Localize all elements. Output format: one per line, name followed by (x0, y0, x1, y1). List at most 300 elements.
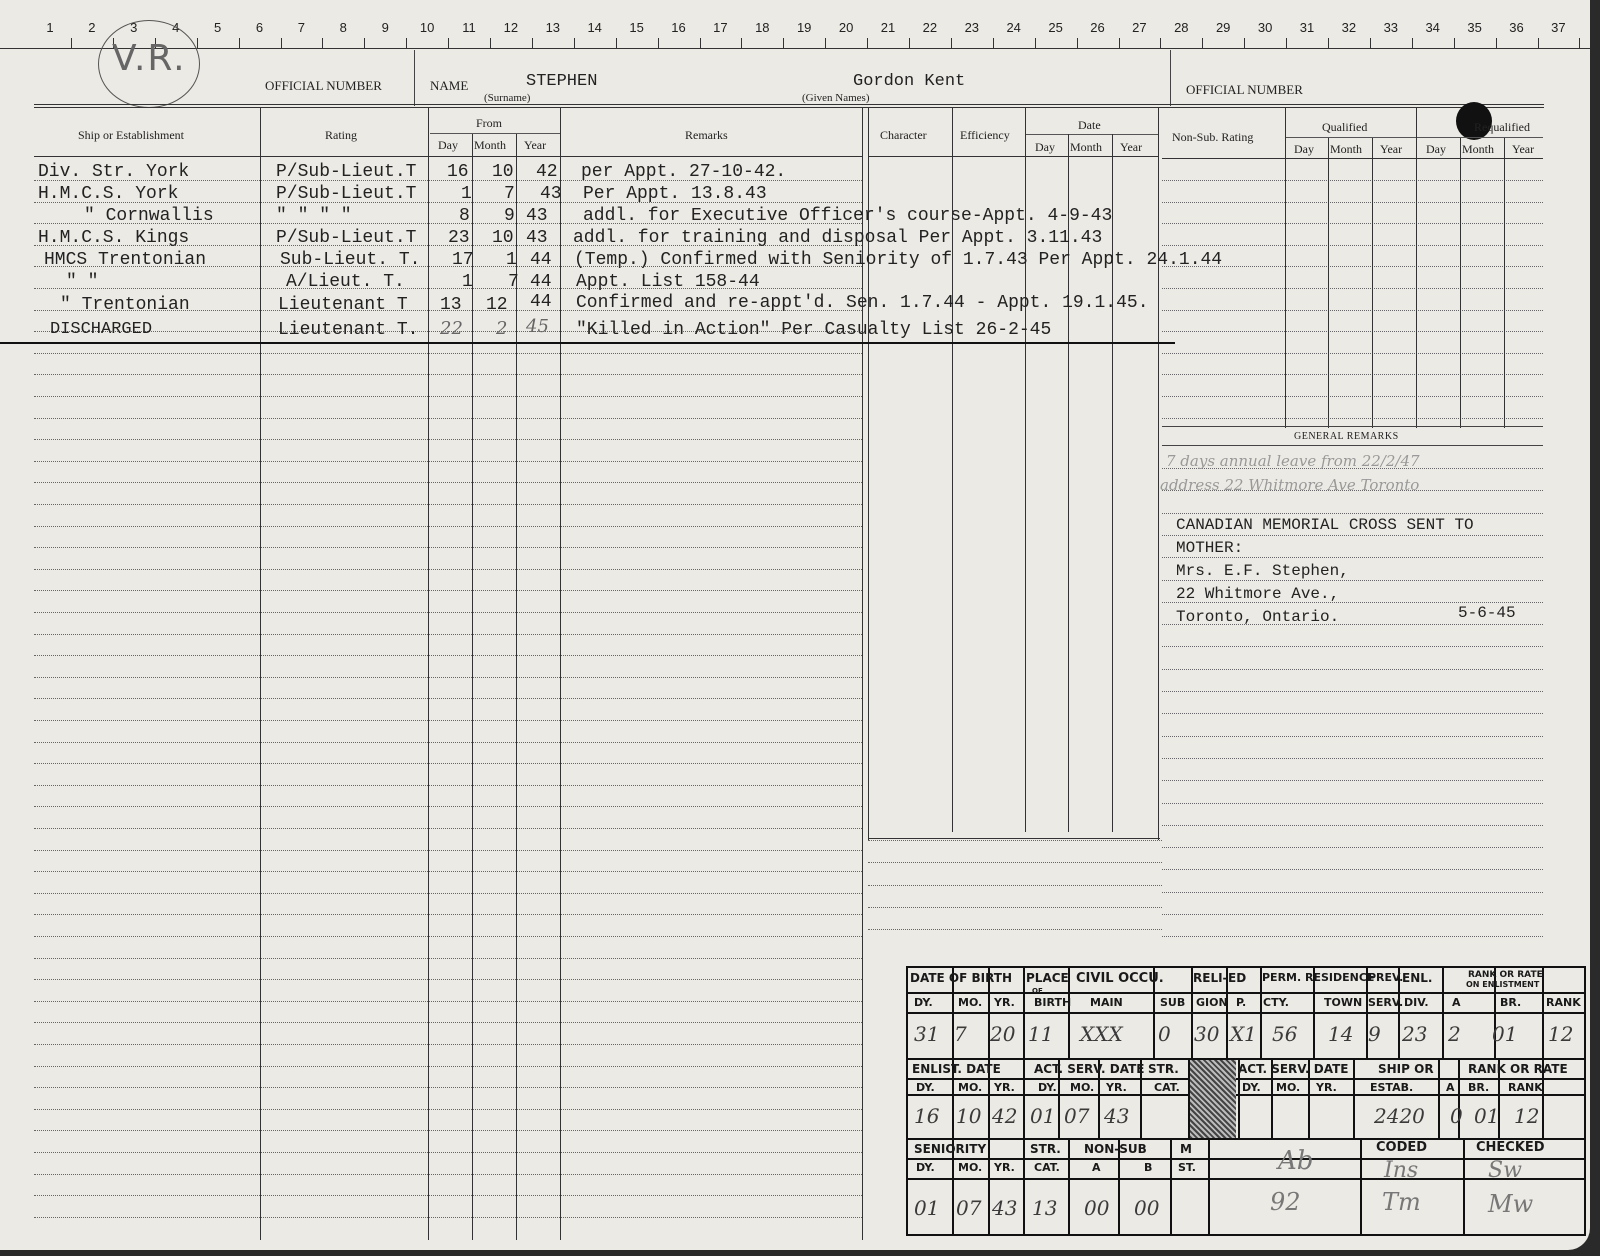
grid-line (1162, 288, 1543, 289)
year: 43 (526, 228, 548, 248)
grid-line (34, 1109, 862, 1110)
grid-line (34, 461, 862, 462)
grid-line (868, 885, 1162, 886)
stamp-rule (1353, 1058, 1355, 1138)
ruler-tick (197, 38, 198, 48)
col-requal-month: Month (1462, 142, 1495, 156)
day: 22 (440, 318, 463, 339)
punch-column-ruler (0, 0, 1590, 49)
ruler-tick (448, 38, 449, 48)
ruler-number: 4 (172, 20, 180, 35)
ruler-tick (1538, 38, 1539, 48)
grid-line (1162, 202, 1543, 203)
stamp-rule (1360, 1138, 1362, 1234)
col-character: Character (880, 128, 927, 142)
stamp-header: SHIP OR (1378, 1062, 1434, 1076)
grid-line (34, 785, 862, 786)
stamp-subheader: SUB (1160, 996, 1186, 1009)
year: 44 (530, 250, 552, 270)
stamp-subheader: BR. (1500, 996, 1522, 1009)
stamp-value: 01 (1030, 1104, 1056, 1128)
grid-line (34, 871, 862, 872)
ruler-number: 21 (880, 20, 896, 35)
stamp-subheader: BIRTH (1034, 996, 1072, 1009)
grid-line (34, 482, 862, 483)
stamp-rule (908, 1012, 1584, 1014)
rating: Lieutenant T. (278, 320, 419, 340)
given-names: Gordon Kent (853, 72, 966, 91)
col-rating: Rating (325, 128, 357, 142)
official-number-label: OFFICIAL NUMBER (265, 78, 382, 93)
ruler-tick (700, 38, 701, 48)
grid-line (1162, 245, 1543, 246)
ruler-number: 36 (1509, 20, 1524, 35)
ship: " " (66, 272, 99, 292)
ruler-number: 33 (1383, 20, 1399, 35)
ship: " Trentonian (60, 295, 190, 315)
ruler-number: 22 (922, 20, 938, 35)
general-remarks-line: CANADIAN MEMORIAL CROSS SENT TO (1176, 516, 1474, 534)
stamp-subheader: RANK (1546, 996, 1581, 1009)
handwritten-mark: Ab (1278, 1146, 1314, 1176)
grid-line (1162, 353, 1543, 354)
stamp-rule (1438, 1058, 1440, 1138)
stamp-value: 14 (1328, 1022, 1354, 1046)
stamp-subheader: ESTAB. (1370, 1081, 1414, 1094)
ruler-number: 12 (503, 20, 519, 35)
ruler-number: 20 (838, 20, 854, 35)
ruler-tick (1160, 38, 1161, 48)
stamp-header: ON ENLISTMENT (1466, 980, 1540, 989)
stamp-header: STR. (1030, 1142, 1061, 1156)
grid-line (34, 1066, 862, 1067)
stamp-hatch (1190, 1060, 1236, 1138)
remarks: Confirmed and re-appt'd. Sen. 1.7.44 - Appt. 19.1.45. (576, 293, 1149, 313)
grid-line (1112, 134, 1113, 832)
col-requalified: Requalified (1474, 120, 1530, 134)
grid-line (34, 763, 862, 764)
grid-line (868, 838, 1160, 839)
grid-line (1162, 535, 1543, 536)
grid-line (868, 907, 1162, 908)
ruler-tick (1328, 38, 1329, 48)
stamp-subheader: MO. (1070, 1081, 1095, 1094)
stamp-subheader: DY. (916, 1081, 935, 1094)
grid-line (1416, 108, 1417, 428)
ruler-number: 31 (1299, 20, 1315, 35)
grid-line (1504, 138, 1505, 428)
col-qual-month: Month (1330, 142, 1363, 156)
stamp-value: 11 (1028, 1022, 1054, 1046)
ship: H.M.C.S. York (38, 184, 179, 204)
stamp-rule (908, 1158, 1584, 1160)
ruler-number: 24 (1006, 20, 1021, 35)
stamp-subheader: MO. (958, 1161, 983, 1174)
col-qual-year: Year (1380, 142, 1403, 156)
grid-line (1460, 138, 1461, 428)
stamp-subheader: OF (1032, 987, 1043, 995)
stamp-rule (908, 1078, 1584, 1080)
grid-line (34, 914, 862, 915)
stamp-rule (1023, 1058, 1025, 1138)
coded-initials: Ins (1384, 1158, 1419, 1183)
grid-line (1162, 374, 1543, 375)
ruler-tick (322, 38, 323, 48)
stamp-value: 23 (1402, 1022, 1428, 1046)
grid-line (1162, 310, 1543, 311)
stamp-rule (908, 1178, 1584, 1180)
stamp-header: M (1180, 1142, 1192, 1156)
col-date-month: Month (1070, 140, 1103, 154)
ruler-tick (658, 38, 659, 48)
grid-line (560, 108, 561, 1240)
ship: H.M.C.S. Kings (38, 228, 190, 248)
grid-line (1162, 669, 1543, 670)
stamp-header: PREV. (1368, 971, 1404, 984)
stamp-header: RELI- (1193, 971, 1228, 985)
stamp-header: ENL. (1402, 971, 1433, 985)
ship: DISCHARGED (50, 320, 153, 339)
month: 10 (492, 162, 514, 182)
ruler-number: 28 (1174, 20, 1189, 35)
day: 16 (447, 162, 469, 182)
stamp-rule (1023, 1138, 1025, 1234)
stamp-value: 16 (914, 1104, 940, 1128)
general-remarks-handwritten-2: address 22 Whitmore Ave Toronto (1160, 476, 1420, 494)
grid-line (34, 1195, 862, 1196)
stamp-header: PLACE (1026, 971, 1069, 985)
year: 44 (530, 272, 552, 292)
day: 13 (440, 295, 462, 315)
stamp-subheader: CAT. (1034, 1161, 1060, 1174)
ruler-tick (364, 38, 365, 48)
grid-line (1162, 513, 1543, 514)
stamp-rule (908, 992, 1584, 994)
stamp-subheader: GION (1196, 996, 1228, 1009)
stamp-subheader: YR. (994, 996, 1015, 1009)
general-remarks-line: Toronto, Ontario. (1176, 608, 1340, 626)
grid-line (868, 929, 1162, 930)
stamp-subheader: A (1092, 1161, 1101, 1174)
grid-line (34, 806, 862, 807)
month: 10 (492, 228, 514, 248)
grid-line (1162, 825, 1543, 826)
general-remarks-line: Mrs. E.F. Stephen, (1176, 562, 1349, 580)
stamp-subheader: P. (1236, 996, 1247, 1009)
day: 23 (448, 228, 470, 248)
checked-initials: Sw (1488, 1158, 1522, 1183)
grid-line (1162, 869, 1543, 870)
rating: Lieutenant T (278, 295, 408, 315)
general-remarks-label: GENERAL REMARKS (1294, 431, 1399, 442)
ruler-number: 3 (130, 20, 138, 35)
ruler-tick (532, 38, 533, 48)
ruler-number: 10 (419, 20, 435, 35)
stamp-value: 43 (1104, 1104, 1130, 1128)
ruler-number: 26 (1090, 20, 1105, 35)
col-requal-day: Day (1426, 142, 1446, 156)
stamp-value: 12 (1514, 1104, 1540, 1128)
stamp-rule (988, 1138, 990, 1234)
stamp-value: XXX (1080, 1022, 1123, 1046)
stamp-subheader: TOWN (1324, 996, 1363, 1009)
stamp-value: 07 (956, 1196, 982, 1220)
ruler-number: 32 (1341, 20, 1357, 35)
ruler-number: 27 (1132, 20, 1147, 35)
ruler-tick (1286, 38, 1287, 48)
ruler-number: 23 (964, 20, 980, 35)
rating: P/Sub-Lieut.T (276, 162, 417, 182)
year: 44 (530, 292, 552, 312)
checked-initials: Mw (1488, 1190, 1534, 1218)
ship: HMCS Trentonian (44, 250, 207, 270)
grid-line (1162, 758, 1543, 759)
ruler-tick (1496, 38, 1497, 48)
ruler-tick (1412, 38, 1413, 48)
grid-line (34, 958, 862, 959)
grid-line (34, 1130, 862, 1131)
day: 8 (459, 206, 470, 226)
grid-line (34, 526, 862, 527)
month: 12 (486, 295, 508, 315)
stamp-value: 2 (1448, 1022, 1461, 1046)
stamp-rule (1208, 1138, 1210, 1234)
ruler-number: 17 (713, 20, 728, 35)
month: 7 (508, 272, 519, 292)
month: 7 (504, 184, 515, 204)
ruler-number: 1 (46, 20, 54, 35)
stamp-subheader: RANK (1508, 1081, 1543, 1094)
year: 43 (540, 184, 562, 204)
grid-line (34, 720, 862, 721)
stamp-header: ACT. SERV. DATE (1034, 1062, 1145, 1076)
grid-line (34, 1087, 862, 1088)
remarks: per Appt. 27-10-42. (581, 162, 787, 182)
stamp-subheader: YR. (1316, 1081, 1337, 1094)
rating: Sub-Lieut. T. (280, 250, 421, 270)
grid-line (1162, 847, 1543, 848)
ruler-tick (281, 38, 282, 48)
ruler-tick (993, 38, 994, 48)
ruler-tick (1035, 38, 1036, 48)
grid-line (868, 862, 1162, 863)
day: 1 (461, 184, 472, 204)
ruler-tick (1370, 38, 1371, 48)
stamp-value: 2420 (1374, 1104, 1425, 1128)
col-qualified: Qualified (1322, 120, 1368, 134)
remarks: addl. for training and disposal Per Appt. 3.11.43 (573, 228, 1103, 248)
ruler-number: 35 (1467, 20, 1482, 35)
ruler-tick (1579, 38, 1580, 48)
stamp-header: SENIORITY (914, 1142, 987, 1156)
grid-line (1162, 418, 1543, 419)
stamp-subheader: CTY. (1263, 996, 1289, 1009)
remarks: Per Appt. 13.8.43 (583, 184, 767, 204)
grid-line (34, 698, 862, 699)
ship: " Cornwallis (84, 206, 214, 226)
stamp-subheader: DY. (914, 996, 933, 1009)
stamp-subheader: DY. (1242, 1081, 1261, 1094)
name-label: NAME (430, 78, 469, 93)
grid-line (34, 590, 862, 591)
col-date: Date (1078, 118, 1101, 132)
stamp-rule (1068, 1138, 1070, 1234)
stamp-rule (1023, 968, 1025, 1058)
stamp-subheader: MAIN (1090, 996, 1123, 1009)
ship: Div. Str. York (38, 162, 190, 182)
stamp-subheader: MO. (958, 996, 983, 1009)
ruler-number: 6 (255, 20, 264, 35)
grid-line (868, 840, 1162, 841)
stamp-subheader: DY. (916, 1161, 935, 1174)
grid-line (34, 569, 862, 570)
ruler-tick (239, 38, 240, 48)
stamp-subheader: MO. (958, 1081, 983, 1094)
month: 2 (496, 318, 508, 339)
grid-line (34, 936, 862, 937)
col-month: Month (474, 138, 507, 152)
stamp-header: RANK OR RATE (1468, 1062, 1568, 1076)
ruler-tick (406, 38, 407, 48)
stamp-subheader: A (1446, 1081, 1455, 1094)
stamp-subheader: DIV. (1404, 996, 1429, 1009)
year: 45 (526, 316, 549, 337)
ruler-tick (71, 38, 72, 48)
grid-line (34, 828, 862, 829)
ruler-tick (825, 38, 826, 48)
grid-line (34, 418, 862, 419)
stamp-header: STR. (1148, 1062, 1179, 1076)
ruler-number: 19 (796, 20, 812, 35)
discharge-rule (0, 342, 1175, 344)
grid-line (34, 979, 862, 980)
ruler-tick (741, 38, 742, 48)
ruler-number: 11 (462, 20, 476, 35)
ruler-tick (1119, 38, 1120, 48)
grid-line (34, 1217, 862, 1218)
stamp-subheader: BR. (1468, 1081, 1490, 1094)
ruler-tick (1244, 38, 1245, 48)
month: 1 (506, 250, 517, 270)
stamp-header: NON-SUB (1084, 1142, 1147, 1156)
stamp-header: RANK OR RATE (1468, 970, 1543, 980)
ruler-tick (1077, 38, 1078, 48)
ruler-number: 37 (1551, 20, 1566, 35)
stamp-rule (908, 1094, 1584, 1096)
stamp-header: CIVIL OCCU. (1076, 971, 1164, 986)
grid-line (1162, 736, 1543, 737)
col-qual-day: Day (1294, 142, 1314, 156)
grid-line (34, 1174, 862, 1175)
grid-line (1162, 646, 1543, 647)
col-from: From (476, 116, 503, 130)
grid-line (34, 742, 862, 743)
grid-line (1162, 780, 1543, 781)
general-remarks-date: 5-6-45 (1458, 604, 1516, 622)
ruler-number: 8 (339, 20, 347, 35)
stamp-value: 10 (956, 1104, 982, 1128)
stamp-subheader: A (1452, 996, 1461, 1009)
handwritten-mark: 92 (1270, 1188, 1301, 1216)
stamp-value: 43 (992, 1196, 1018, 1220)
stamp-value: X (1230, 1022, 1245, 1046)
stamp-value: 56 (1272, 1022, 1298, 1046)
grid-line (34, 1152, 862, 1153)
ruler-number: 7 (297, 20, 305, 35)
stamp-value: 7 (954, 1022, 967, 1046)
grid-line (34, 396, 862, 397)
day: 1 (462, 272, 473, 292)
coded-initials: Tm (1382, 1188, 1421, 1216)
remarks: Appt. List 158-44 (576, 272, 760, 292)
stamp-subheader: CAT. (1154, 1081, 1180, 1094)
col-remarks: Remarks (685, 128, 728, 142)
ruler-number: 25 (1048, 20, 1063, 35)
rating: P/Sub-Lieut.T (276, 184, 417, 204)
stamp-value: 01 (1474, 1104, 1500, 1128)
surname: STEPHEN (526, 72, 598, 91)
stamp-value: 9 (1368, 1022, 1381, 1046)
ruler-number: 9 (381, 20, 389, 35)
stamp-subheader: ST. (1178, 1161, 1196, 1174)
day: 17 (452, 250, 474, 270)
stamp-header: ENLIST. DATE (912, 1062, 1001, 1076)
stamp-header: PERM. RESIDENCE (1262, 971, 1375, 984)
stamp-subheader: YR. (994, 1161, 1015, 1174)
grid-line (34, 850, 862, 851)
surname-caption: (Surname) (484, 92, 531, 104)
grid-line (34, 439, 862, 440)
stamp-header: ACT. SERV. DATE (1238, 1062, 1349, 1076)
stamp-rule (1542, 968, 1544, 1058)
grid-line (34, 1022, 862, 1023)
stamp-value: 01 (1492, 1022, 1518, 1046)
ruler-tick (574, 38, 575, 48)
rating: " " " " (276, 206, 352, 226)
general-remarks-handwritten-1: 7 days annual leave from 22/2/47 (1166, 452, 1420, 470)
col-nonsub: Non-Sub. Rating (1172, 130, 1254, 144)
ruler-tick (490, 38, 491, 48)
stamp-subheader: B (1144, 1161, 1153, 1174)
year: 43 (526, 206, 548, 226)
ruler-tick (867, 38, 868, 48)
grid-line (1162, 396, 1543, 397)
grid-line (260, 108, 261, 1240)
grid-line (34, 677, 862, 678)
grid-line (516, 134, 517, 1240)
grid-line (1162, 914, 1543, 915)
given-names-caption: (Given Names) (802, 92, 870, 104)
stamp-subheader: DY. (1038, 1081, 1057, 1094)
grid-line (1372, 138, 1373, 428)
grid-line (862, 108, 863, 1240)
ruler-number: 5 (213, 20, 222, 35)
stamp-value: 42 (992, 1104, 1018, 1128)
ruler-tick (951, 38, 952, 48)
stamp-value: 20 (990, 1022, 1016, 1046)
grid-line (34, 1001, 862, 1002)
stamp-rule (1463, 1138, 1465, 1234)
stamp-value: 13 (1032, 1196, 1058, 1220)
official-number-label-right: OFFICIAL NUMBER (1186, 82, 1303, 97)
grid-line (1162, 803, 1543, 804)
ruler-number: 18 (755, 20, 770, 35)
remarks: addl. for Executive Officer's course-Appt. 4-9-43 (583, 206, 1113, 226)
ruler-tick (1454, 38, 1455, 48)
col-year: Year (524, 138, 547, 152)
stamp-value: 0 (1450, 1104, 1463, 1128)
col-date-day: Day (1035, 140, 1055, 154)
